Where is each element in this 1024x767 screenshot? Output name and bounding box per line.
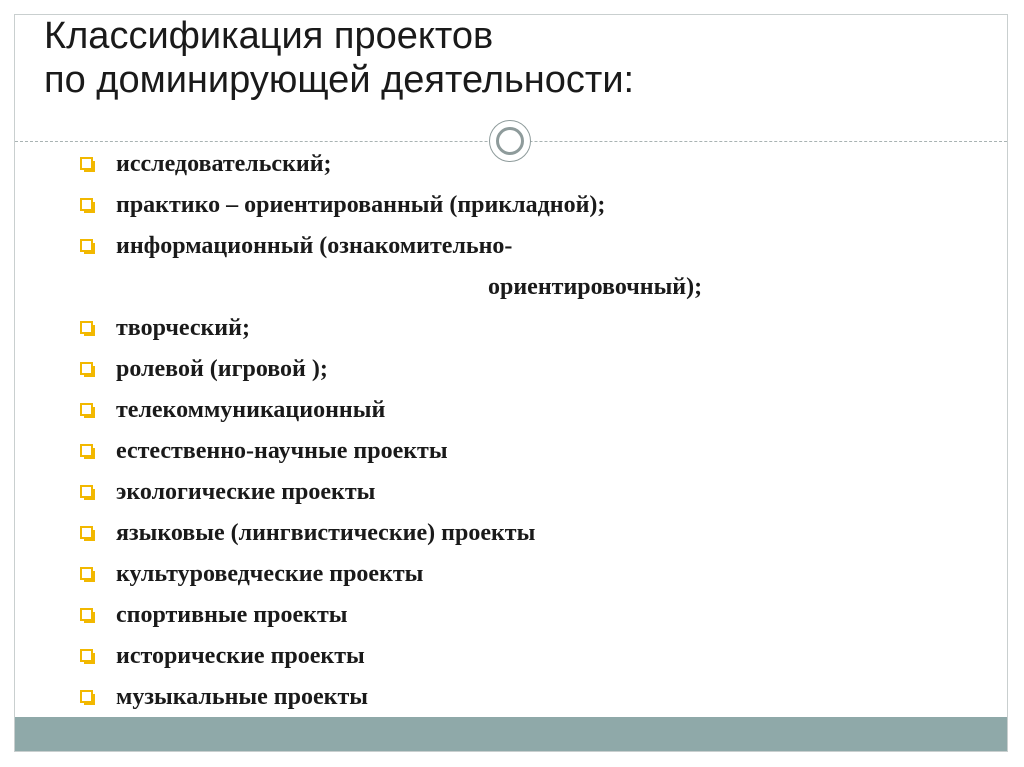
list-item-text: естественно-научные проекты (116, 438, 448, 464)
square-bullet-icon (80, 239, 93, 252)
list-item-text: телекоммуникационный (116, 397, 386, 423)
project-type-list (78, 150, 702, 724)
title-line-2: по доминирующей деятельности: (44, 59, 635, 101)
square-bullet-icon (80, 403, 93, 416)
square-bullet-icon (80, 485, 93, 498)
list-item-text: ролевой (игровой ); (116, 356, 328, 382)
list-item (78, 437, 702, 478)
list-item (78, 642, 702, 683)
list-item-text: исторические проекты (116, 643, 365, 669)
list-item (78, 601, 702, 642)
square-bullet-icon (80, 526, 93, 539)
list-item-text: спортивные проекты (116, 602, 348, 628)
list-item-text: языковые (лингвистические) проекты (116, 520, 536, 546)
list-item-text: практико – ориентированный (прикладной); (116, 192, 606, 218)
list-item (78, 478, 702, 519)
square-bullet-icon (80, 362, 93, 375)
square-bullet-icon (80, 198, 93, 211)
square-bullet-icon (80, 444, 93, 457)
list-item-text: информационный (ознакомительно- (116, 233, 513, 259)
list-item (78, 150, 702, 191)
list-item-text: культуроведческие проекты (116, 561, 424, 587)
list-item-text: музыкальные проекты (116, 684, 368, 710)
list-item (78, 314, 702, 355)
square-bullet-icon (80, 567, 93, 580)
list-item (78, 191, 702, 232)
square-bullet-icon (80, 608, 93, 621)
list-item-text: исследовательский; (116, 151, 332, 177)
square-bullet-icon (80, 157, 93, 170)
list-item (78, 519, 702, 560)
list-item (78, 355, 702, 396)
list-item-text: экологические проекты (116, 479, 376, 505)
list-item-text: творческий; (116, 315, 250, 341)
title-line-1: Классификация проектов (44, 15, 494, 57)
list-item (78, 232, 702, 314)
list-item (78, 560, 702, 601)
list-item-continuation: ориентировочный); (488, 274, 703, 300)
square-bullet-icon (80, 649, 93, 662)
list-item (78, 396, 702, 437)
square-bullet-icon (80, 690, 93, 703)
square-bullet-icon (80, 321, 93, 334)
footer-bar (15, 717, 1007, 751)
slide-title (44, 14, 634, 102)
